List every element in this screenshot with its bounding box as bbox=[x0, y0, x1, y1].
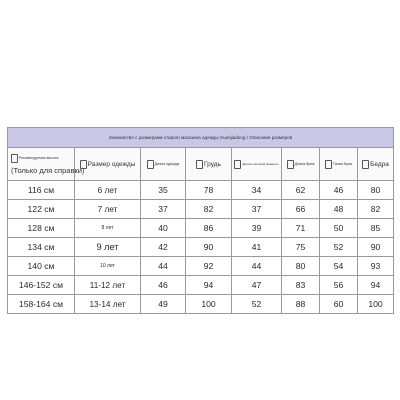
header-size: Размер одежды bbox=[75, 148, 141, 181]
chest-icon bbox=[196, 160, 203, 169]
header-pants-length: Длина брюк bbox=[282, 148, 320, 181]
table-row: 134 см 9 лет 42 90 41 75 52 90 bbox=[8, 238, 394, 257]
table-header-row bbox=[8, 148, 394, 181]
shirt-icon bbox=[80, 160, 87, 169]
header-shoulder: Длина плечевой манжеты bbox=[232, 148, 282, 181]
ruler-icon bbox=[11, 154, 18, 163]
header-waist: Талия брюк bbox=[320, 148, 358, 181]
table-row: 158-164 см 13-14 лет 49 100 52 88 60 100 bbox=[8, 295, 394, 314]
hip-icon bbox=[362, 160, 369, 169]
table-title-row bbox=[8, 128, 394, 148]
header-chest: Грудь bbox=[186, 148, 232, 181]
header-hip: Бедра bbox=[358, 148, 394, 181]
shoulder-icon bbox=[234, 160, 241, 169]
header-length: Длина одежды bbox=[141, 148, 186, 181]
header-height: Рекомендуемая высота (Только для справки) bbox=[8, 148, 75, 181]
table-row: 146-152 см 11-12 лет 46 94 47 83 56 94 bbox=[8, 276, 394, 295]
table-row: 140 см 10 лет 44 92 44 80 54 93 bbox=[8, 257, 394, 276]
table-row: 116 см 6 лет 35 78 34 62 46 80 bbox=[8, 181, 394, 200]
table-title: Знакомство с размерами старого магазина одежды Xuanjiadong / Описание размеров bbox=[8, 128, 394, 148]
header-height-note: (Только для справки) bbox=[11, 165, 85, 175]
table-row: 128 см 8 лет 40 86 39 71 50 85 bbox=[8, 219, 394, 238]
waist-icon bbox=[325, 160, 332, 169]
pants-icon bbox=[287, 160, 294, 169]
length-icon bbox=[147, 160, 154, 169]
size-chart-table bbox=[7, 127, 394, 314]
table-row: 122 см 7 лет 37 82 37 66 48 82 bbox=[8, 200, 394, 219]
